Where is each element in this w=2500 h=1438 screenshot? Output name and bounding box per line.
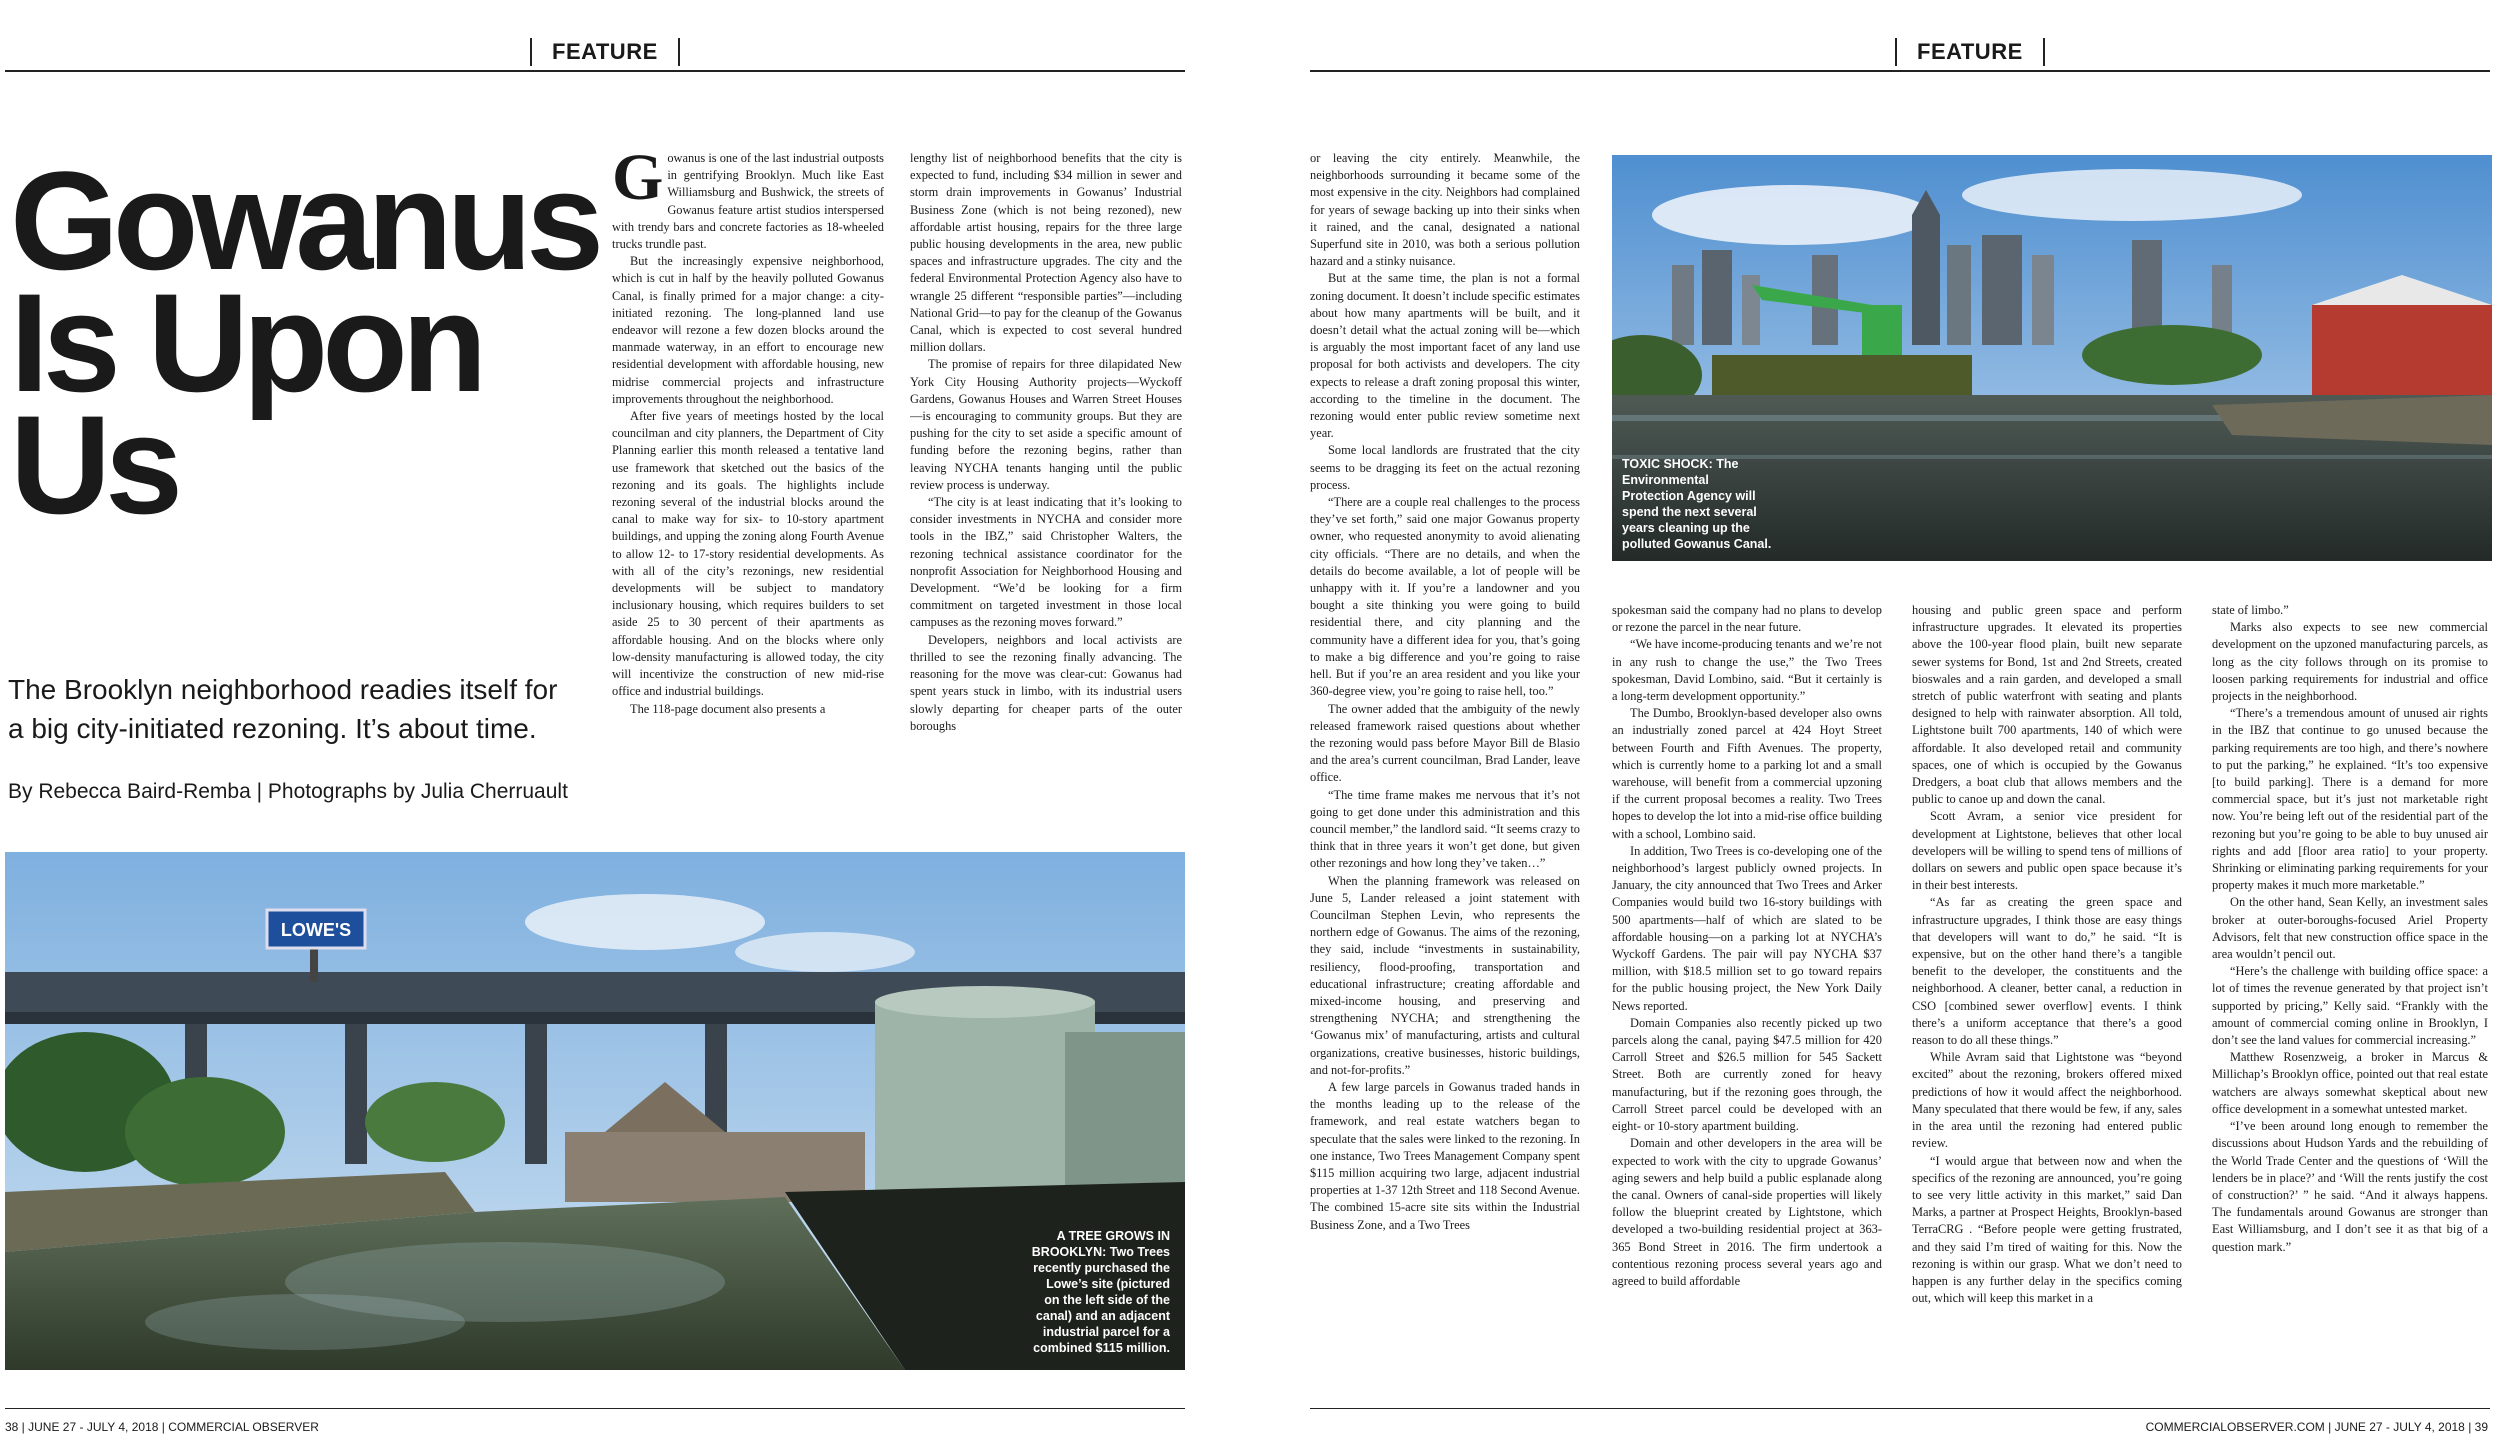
left-body-column-2 [910, 150, 1182, 830]
right-section-label: FEATURE [1895, 38, 2045, 66]
article-paragraph: lengthy list of neighborhood benefits that the city is expected to fund, including $34 million in sewer and storm drain improvements in Gowanus’ Industrial Business Zone (which is not being rezoned), new affordable artist housing, repairs for the three large public housing developments in the area, new public spaces and infrastructure upgrades. The city and the federal Environmental Protection Agency also have to wrangle 25 different “responsible parties”—including National Grid—to pay for the cleanup of the Gowanus Canal, which is expected to cost several hundred million dollars. [910, 151, 1182, 355]
article-paragraph: Gowanus is one of the last industrial outposts in gentrifying Brooklyn. Much like East Williamsburg and Bushwick, the streets of Gowanus feature artist studios interspersed with trendy bars and concrete factories as 18-wheeled trucks trundle past. [612, 150, 884, 252]
article-paragraph: “There are a couple real challenges to the process they’ve set forth,” said one major Gowanus property owner, who requested anonymity to avoid alienating city officials. “There are no details, and when the details do become available, a lot of people will be unhappy with it. If you’re a landowner and you bought a site thinking you were going to build residential there, and city planning and the community have a different idea for you, that’s going to make a big difference and you’re going to raise hell. But if you’re an area resident and you like your 360-degree view, you’re going to raise hell, too.” [1310, 495, 1580, 699]
right-body-column-2 [1612, 602, 1882, 1382]
canal-photo-illustration [5, 852, 1185, 1370]
right-body-column-4 [2212, 602, 2488, 1382]
article-paragraph: In addition, Two Trees is co-developing one of the neighborhood’s largest publicly owned projects. In January, the city announced that Two Trees and Arker Companies would build two 16-story buildings with 500 apartments—half of which are slated to be affordable housing—on a parking lot at NYCHA’s Wyckoff Gardens. The pair will pay NYCHA $37 million, with $18.5 million set to go toward repairs for the public housing project, the New York Daily News reported. [1612, 843, 1882, 1013]
right-body-column-1 [1310, 150, 1580, 1382]
article-paragraph: “As far as creating the green space and infrastructure upgrades, I think those are easy things that developers will want to do,” he said. “It is expensive, but on the other hand there’s a tangible benefit to the developer, the constituents and the neighborhood. A cleaner, better canal, a reduction in CSO [combined sewer overflow] events. I think there’s a uniform acceptance that there’s a good reason to do all these things.” [1912, 895, 2182, 1048]
article-paragraph: state of limbo.” [2212, 603, 2289, 617]
article-paragraph: After five years of meetings hosted by the local councilman and city planners, the Department of City Planning earlier this month released a tentative land use framework that sketched out the basics of the rezoning and its goals. The highlights include rezoning several of the industrial blocks around the canal to make way for six- to 10-story apartment buildings, and upping the zoning along Fourth Avenue to allow 12- to 17-story residential developments. As with all of the city’s rezonings, new residential developments will be subject to mandatory inclusionary housing, which requires builders to set aside 25 to 30 percent of their apartments as affordable housing. And on the blocks where only low-density manufacturing is allowed today, the city will incentivize the construction of new mid-rise office and industrial buildings. [612, 409, 884, 699]
byline: By Rebecca Baird-Remba | Photographs by Julia Cherruault [8, 780, 568, 803]
article-paragraph: While Avram said that Lightstone was “beyond excited” about the rezoning, brokers offered mixed predictions of how it would affect the neighborhood. Many speculated that there would be few, if any, sales in the area until the rezoning had entered public review. [1912, 1050, 2182, 1151]
right-body-column-3 [1912, 602, 2182, 1382]
article-paragraph: Domain and other developers in the area will be expected to work with the city to upgrade Gowanus’ aging sewers and help build a public esplanade along the canal. Owners of canal-side properties will likely follow the blueprint created by Lightstone, which developed a two-building residential project at 363-365 Bond Street in 2016. The firm undertook a contentious rezoning process several years ago and agreed to build affordable [1612, 1136, 1882, 1288]
article-paragraph: or leaving the city entirely. Meanwhile, the neighborhoods surrounding it became some of the most expensive in the city. Neighbors had complained for years of sewage backing up into their sinks when it rained, and the canal, designated a national Superfund site in 2010, was both a serious pollution hazard and a stinky nuisance. [1310, 151, 1580, 269]
right-top-rule [1310, 70, 2490, 72]
article-paragraph: The 118-page document also presents a [630, 701, 826, 716]
article-paragraph: “We have income-producing tenants and we’re not in any rush to change the use,” the Two Trees spokesman, David Lombino, said. “But it certainly is a long-term development opportunity.” [1612, 637, 1882, 704]
article-paragraph: “There’s a tremendous amount of unused air rights in the IBZ that continue to go unused because the parking requirements are too high, and there’s nowhere to put the parking,” he explained. “It’s too expensive [to build parking]. There is a demand for more commercial space, but it’s just not marketable right now. You’re being left out of the residential part of the rezoning but you’re going to be able to buy unused air rights and add [floor area ratio] to your property. Shrinking or eliminating parking requirements for your property makes it much more marketable.” [2212, 706, 2488, 893]
article-paragraph: On the other hand, Sean Kelly, an investment sales broker at outer-boroughs-focused Ariel Property Advisors, felt that new construction office space in the area wouldn’t pencil out. [2212, 895, 2488, 962]
article-paragraph: Matthew Rosenzweig, a broker in Marcus & Millichap’s Brooklyn office, pointed out that real estate watchers are always somewhat skeptical about new office development in a somewhat untested market. [2212, 1050, 2488, 1116]
left-folio: 38 | JUNE 27 - JULY 4, 2018 | COMMERCIAL OBSERVER [5, 1420, 319, 1434]
article-paragraph: “The time frame makes me nervous that it’s not going to get done under this administration and this council member,” the landlord said. “It seems crazy to think that in three years it won’t get done, but given other rezonings and how long they’ve taken…” [1310, 787, 1580, 871]
headline-line-1: Gowanus [10, 142, 599, 299]
lowes-sign-text: LOWE'S [280, 920, 352, 940]
left-section-label: FEATURE [530, 38, 680, 66]
article-paragraph: “I would argue that between now and when the specifics of the rezoning are announced, you’re going to see very little activity in this market,” said Dan Marks, a partner at Prospect Heights, Brooklyn-based TerraCRG . “Before people were getting frustrated, and they said I’m tired of waiting for this. Now the rezoning is within our grasp. What we don’t need to happen is any further delay in the specifics coming out, which will keep this market in a [1912, 1153, 2182, 1306]
article-paragraph: “The city is at least indicating that it’s looking to consider investments in NYCHA and consider more tools in the IBZ,” said Christopher Walters, the rezoning technical assistance coordinator for the nonprofit Association for Neighborhood Housing and Development. “We’d be looking for a firm commitment on targeted investment in those local campuses as the rezoning moves forward.” [910, 495, 1182, 630]
article-paragraph: The promise of repairs for three dilapidated New York City Housing Authority projects—Wyckoff Gardens, Gowanus Houses and Warren Street Houses—is encouraging to community groups. But they are pushing for the city to set aside a specific amount of funding before the rezoning begins, rather than leaving NYCHA tenants hanging until the public review process is underway. [910, 357, 1182, 492]
left-body-column-1 [612, 150, 884, 830]
article-paragraph: A few large parcels in Gowanus traded hands in the months leading up to the release of the framework, and real estate watchers began to speculate that the sales were linked to the rezoning. In one instance, Two Trees Management Company spent $115 million acquiring two large, adjacent industrial properties at 1-37 12th Street and 118 Second Avenue. The combined 15-acre site sits within the Industrial Business Zone, and a Two Trees [1310, 1079, 1580, 1232]
article-paragraph: Marks also expects to see new commercial development on the upzoned manufacturing parcels, as long as the city follows through on its promise to loosen parking requirements for industrial and office projects in the neighborhood. [2212, 620, 2488, 704]
article-paragraph: “I’ve been around long enough to remember the discussions about Hudson Yards and the rebuilding of the World Trade Center and the questions of ‘Will the lenders be in place?’ and ‘Will the rents justify the cost of construction?’ ” he said. “And it always happens. The fundamentals around Gowanus are stronger than East Williamsburg, and I don’t see it as that big of a question mark.” [2212, 1119, 2488, 1254]
article-paragraph: Scott Avram, a senior vice president for development at Lightstone, believes that other local developers will be willing to spend tens of millions of dollars on sewers and public open space because it’s in their best interests. [1912, 809, 2182, 893]
article-paragraph: Some local landlords are frustrated that the city seems to be dragging its feet on the actual rezoning process. [1310, 443, 1580, 492]
headline-line-2: Is Upon [10, 264, 482, 421]
article-paragraph: When the planning framework was released on June 5, Lander released a joint statement with Councilman Stephen Levin, who represents the northern edge of Gowanus. The aims of the rezoning, they said, include “investments in sustainability, resiliency, flood-proofing, transportation and educational infrastructure; creating affordable and mixed-income housing, and preserving and strengthening NYCHA; and strengthening the ‘Gowanus mix’ of manufacturing, artists and cultural organizations, creative businesses, historic buildings, and not-for-profits.” [1310, 873, 1580, 1077]
article-paragraph: Developers, neighbors and local activists are thrilled to see the rezoning finally advancing. The reasoning for the move was clear-cut: Gowanus had spent years stuck in limbo, with its industrial users slowly departing for cheaper parts of the outer boroughs [910, 632, 1182, 733]
dek: The Brooklyn neighborhood readies itself for a big city-initiated rezoning. It’s about time. [8, 674, 558, 744]
right-photo-caption: TOXIC SHOCK: The Environmental Protection Agency will spend the next several years cleaning up the polluted Gowanus Canal. [1622, 457, 1772, 551]
article-paragraph: The owner added that the ambiguity of the newly released framework raised questions about whether the rezoning would pass before Mayor Bill de Blasio and the area’s current councilman, Brad Lander, leave office. [1310, 701, 1580, 785]
left-photo-caption: A TREE GROWS IN BROOKLYN: Two Trees recently purchased the Lowe’s site (pictured on the left side of the canal) and an adjacent industrial parcel for a combined $115 million. [1031, 1229, 1170, 1355]
drop-cap: G [612, 150, 664, 214]
headline [10, 142, 599, 543]
article-paragraph: “Here’s the challenge with building office space: a lot of times the revenue generated by that project isn’t supported by pricing,” Kelly said. “Frankly with the amount of commercial coming online in Brooklyn, I don’t see the land values for commercial increasing.” [2212, 964, 2488, 1048]
article-paragraph: spokesman said the company had no plans to develop or rezone the parcel in the near future. [1612, 603, 1882, 635]
headline-line-3: Us [10, 386, 177, 543]
photo-lowes-canal [5, 852, 1185, 1370]
article-paragraph: But at the same time, the plan is not a formal zoning document. It doesn’t include specific estimates about how many apartments will be built, and it doesn’t detail what the actual zoning will be—which is arguably the most important facet of any land use proposal for both activists and developers. The city expects to release a draft zoning proposal this winter, according to the timeline in the document. The rezoning would enter public review sometime next year. [1310, 271, 1580, 441]
right-folio: COMMERCIALOBSERVER.COM | JUNE 27 - JULY 4, 2018 | 39 [2145, 1420, 2488, 1434]
left-footer-rule [5, 1408, 1185, 1409]
article-paragraph: The Dumbo, Brooklyn-based developer also owns an industrially zoned parcel at 424 Hoyt Street between Fourth and Fifth Avenues. The property, which is currently home to a parking lot and a small warehouse, will benefit from a commercial upzoning if the current proposal becomes a reality. Two Trees hopes to develop the lot into a mid-rise office building with a school, Lombino said. [1612, 706, 1882, 841]
article-paragraph: housing and public green space and perform infrastructure upgrades. It elevated its properties above the 100-year flood plain, built new separate sewer systems for Bond, 1st and 2nd Streets, created bioswales and a rain garden, and developed a small stretch of public waterfront with seating and plants designed to help with rainwater absorption. All told, Lightstone built 700 apartments, 140 of which were affordable. It also developed retail and community spaces, one of which is occupied by the Gowanus Dredgers, a boat club that allows members and the public to canoe up and down the canal. [1912, 603, 2182, 807]
left-top-rule [5, 70, 1185, 72]
article-paragraph: Domain Companies also recently picked up two parcels along the canal, paying $47.5 million for 420 Carroll Street and $26.5 million for 545 Sackett Street. Both are currently zoned for heavy manufacturing, but if the rezoning goes through, the Carroll Street parcel could be developed with an eight- or 10-story apartment building. [1612, 1015, 1882, 1134]
right-footer-rule [1310, 1408, 2490, 1409]
article-paragraph: But the increasingly expensive neighborhood, which is cut in half by the heavily polluted Gowanus Canal, is finally primed for a major change: a city-initiated rezoning. The long-planned land use endeavor will rezone a few dozen blocks around the manmade waterway, in an effort to encourage new residential development with affordable housing, new midrise commercial projects and infrastructure improvements throughout the neighborhood. [612, 254, 884, 406]
